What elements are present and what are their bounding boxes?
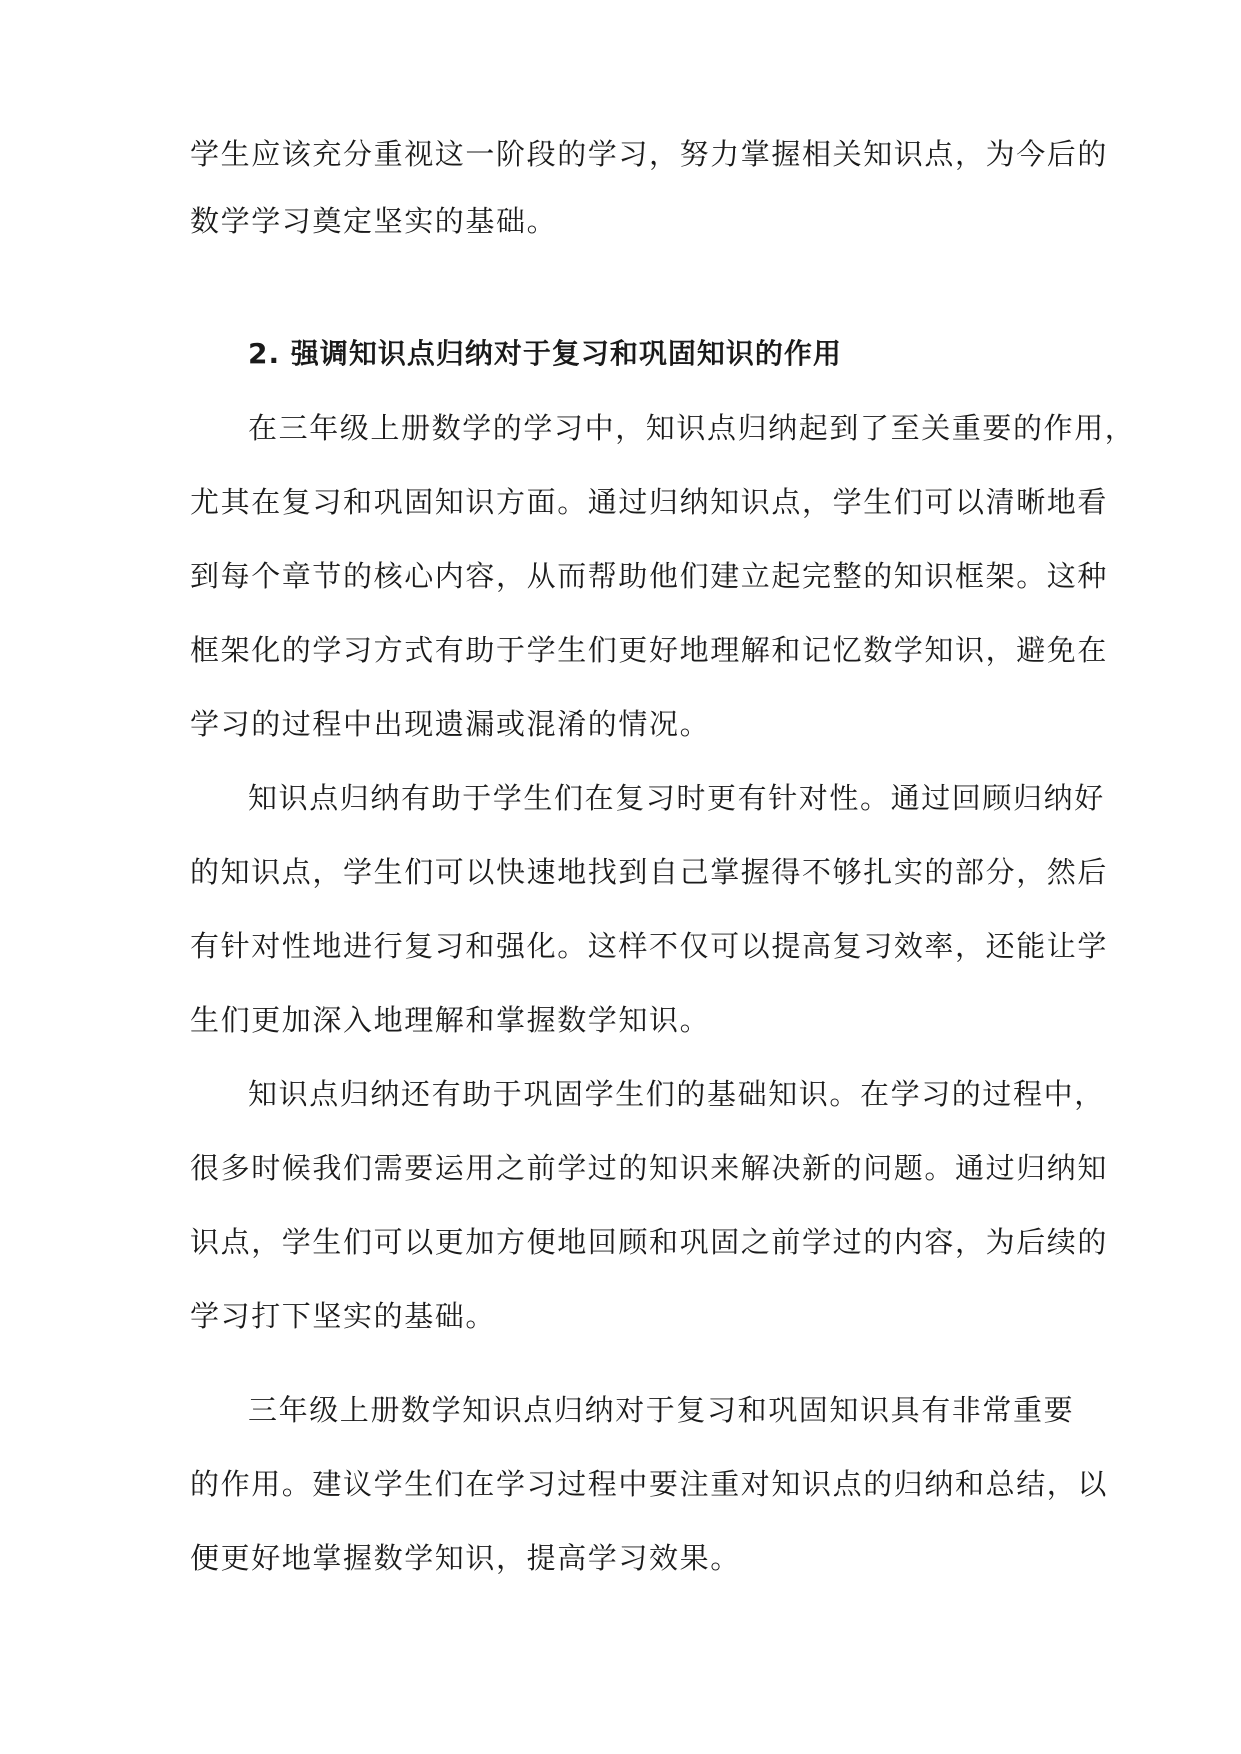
text-line: 生们更加深入地理解和掌握数学知识。 [190, 1003, 711, 1037]
text-line: 便更好地掌握数学知识，提高学习效果。 [190, 1541, 741, 1575]
text-line: 知识点归纳有助于学生们在复习时更有针对性。通过回顾归纳好 [248, 781, 1105, 815]
text-line: 三年级上册数学知识点归纳对于复习和巩固知识具有非常重要 [248, 1393, 1075, 1427]
text-line: 的作用。建议学生们在学习过程中要注重对知识点的归纳和总结，以 [190, 1467, 1109, 1501]
text-line: 尤其在复习和巩固知识方面。通过归纳知识点，学生们可以清晰地看 [190, 485, 1109, 519]
text-line: 框架化的学习方式有助于学生们更好地理解和记忆数学知识，避免在 [190, 633, 1109, 667]
text-line: 学习的过程中出现遗漏或混淆的情况。 [190, 707, 711, 741]
text-line: 学生应该充分重视这一阶段的学习，努力掌握相关知识点，为今后的 [190, 137, 1109, 171]
text-line: 学习打下坚实的基础。 [190, 1299, 497, 1333]
text-line: 很多时候我们需要运用之前学过的知识来解决新的问题。通过归纳知 [190, 1151, 1109, 1185]
text-line: 到每个章节的核心内容，从而帮助他们建立起完整的知识框架。这种 [190, 559, 1109, 593]
text-line: 的知识点，学生们可以快速地找到自己掌握得不够扎实的部分，然后 [190, 855, 1109, 889]
text-line: 有针对性地进行复习和强化。这样不仅可以提高复习效率，还能让学 [190, 929, 1109, 963]
text-line: 数学学习奠定坚实的基础。 [190, 204, 558, 238]
section-heading: 2. 强调知识点归纳对于复习和巩固知识的作用 [248, 337, 842, 370]
text-line: 知识点归纳还有助于巩固学生们的基础知识。在学习的过程中， [248, 1077, 1105, 1111]
text-line: 识点，学生们可以更加方便地回顾和巩固之前学过的内容，为后续的 [190, 1225, 1109, 1259]
text-line: 在三年级上册数学的学习中，知识点归纳起到了至关重要的作用， [248, 411, 1136, 445]
